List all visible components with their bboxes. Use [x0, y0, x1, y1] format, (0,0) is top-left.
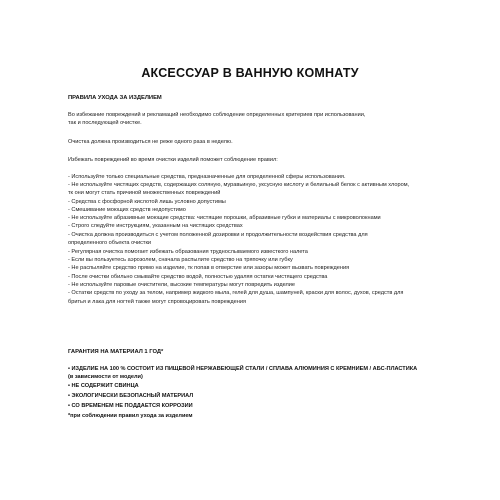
warranty-item: (в зависимости от модели): [68, 374, 143, 380]
care-rule: - Если вы пользуетесь аэрозолем, сначала распылите средство на тряпочку или губку: [68, 257, 293, 263]
care-heading: ПРАВИЛА УХОДА ЗА ИЗДЕЛИЕМ: [68, 95, 162, 101]
warranty-item: • НЕ СОДЕРЖИТ СВИНЦА: [68, 383, 139, 389]
care-rule: - Очистка должна производиться с учетом положенной дозировки и продолжительности воздействия средства для: [68, 232, 368, 238]
care-rule: - Используйте только специальные средства, предназначенные для определенной сферы использования.: [68, 174, 346, 180]
care-rule: - Средства с фосфорной кислотой лишь условно допустимы: [68, 199, 226, 205]
warranty-footnote: *при соблюдении правил ухода за изделием: [68, 413, 193, 419]
care-rule: - Смешивание моющих средств недопустимо: [68, 207, 186, 213]
care-rule: - Не используйте чистящих средств, содержащих соляную, муравьиную, уксусную кислоту и белильный белок с активным хлором,: [68, 182, 410, 188]
page-title: АКСЕССУАР В ВАННУЮ КОМНАТУ: [141, 66, 359, 80]
care-intro-line-1: Во избежание повреждений и рекламаций необходимо соблюдение определенных критериев при использовании,: [68, 112, 366, 118]
care-rule: - Регулярная очистка помогает избежать образования труднослываемого известкого налета: [68, 249, 308, 255]
care-frequency: Очистка должна производиться не реже одного раза в неделю.: [68, 139, 233, 145]
care-rule: - Остатки средств по уходу за телом, например жидкого мыла, гелей для душа, шампуней, краски для волос, духов, средств для: [68, 290, 404, 296]
care-rule: - Не используйте абразивные моющие средства: чистящие порошки, абразивные губки и материалы с микроволокнами: [68, 215, 381, 221]
care-intro-line-2: так и последующей очистке.: [68, 120, 142, 126]
care-rule: бритья и лака для ногтей также могут спровоцировать повреждения: [68, 299, 246, 305]
care-rule: - Не распыляйте средство прямо на изделие, тк попав в отверстие или зазоры может вызвать повреждения: [68, 265, 350, 271]
warranty-item: • ЭКОЛОГИЧЕСКИ БЕЗОПАСНЫЙ МАТЕРИАЛ: [68, 393, 194, 399]
care-rules-intro: Избежать повреждений во время очистки изделий поможет соблюдение правил:: [68, 157, 278, 163]
care-rule: - Строго следуйте инструкциям, указанным на чистящих средствах: [68, 223, 243, 229]
care-rule: - После очистки обильно смывайте средство водой, полностью удаляя остатки чистящего средства: [68, 274, 328, 280]
warranty-item: • СО ВРЕМЕНЕМ НЕ ПОДДАЕТСЯ КОРРОЗИИ: [68, 403, 193, 409]
warranty-heading: ГАРАНТИЯ НА МАТЕРИАЛ 1 ГОД*: [68, 349, 164, 355]
care-rule: тк они могут стать причиной множественных повреждений: [68, 190, 221, 196]
care-rule: - Не используйте паровые очистители, высокие температуры могут повредить изделие: [68, 282, 296, 288]
warranty-item: • ИЗДЕЛИЕ НА 100 % СОСТОИТ ИЗ ПИЩЕВОЙ НЕРЖАВЕЮЩЕЙ СТАЛИ / СПЛАВА АЛЮМИНИЯ С КРЕМНИЕМ / АБС-ПЛАСТИКА: [68, 366, 418, 372]
care-rule: определенного объекта очистки: [68, 240, 152, 246]
